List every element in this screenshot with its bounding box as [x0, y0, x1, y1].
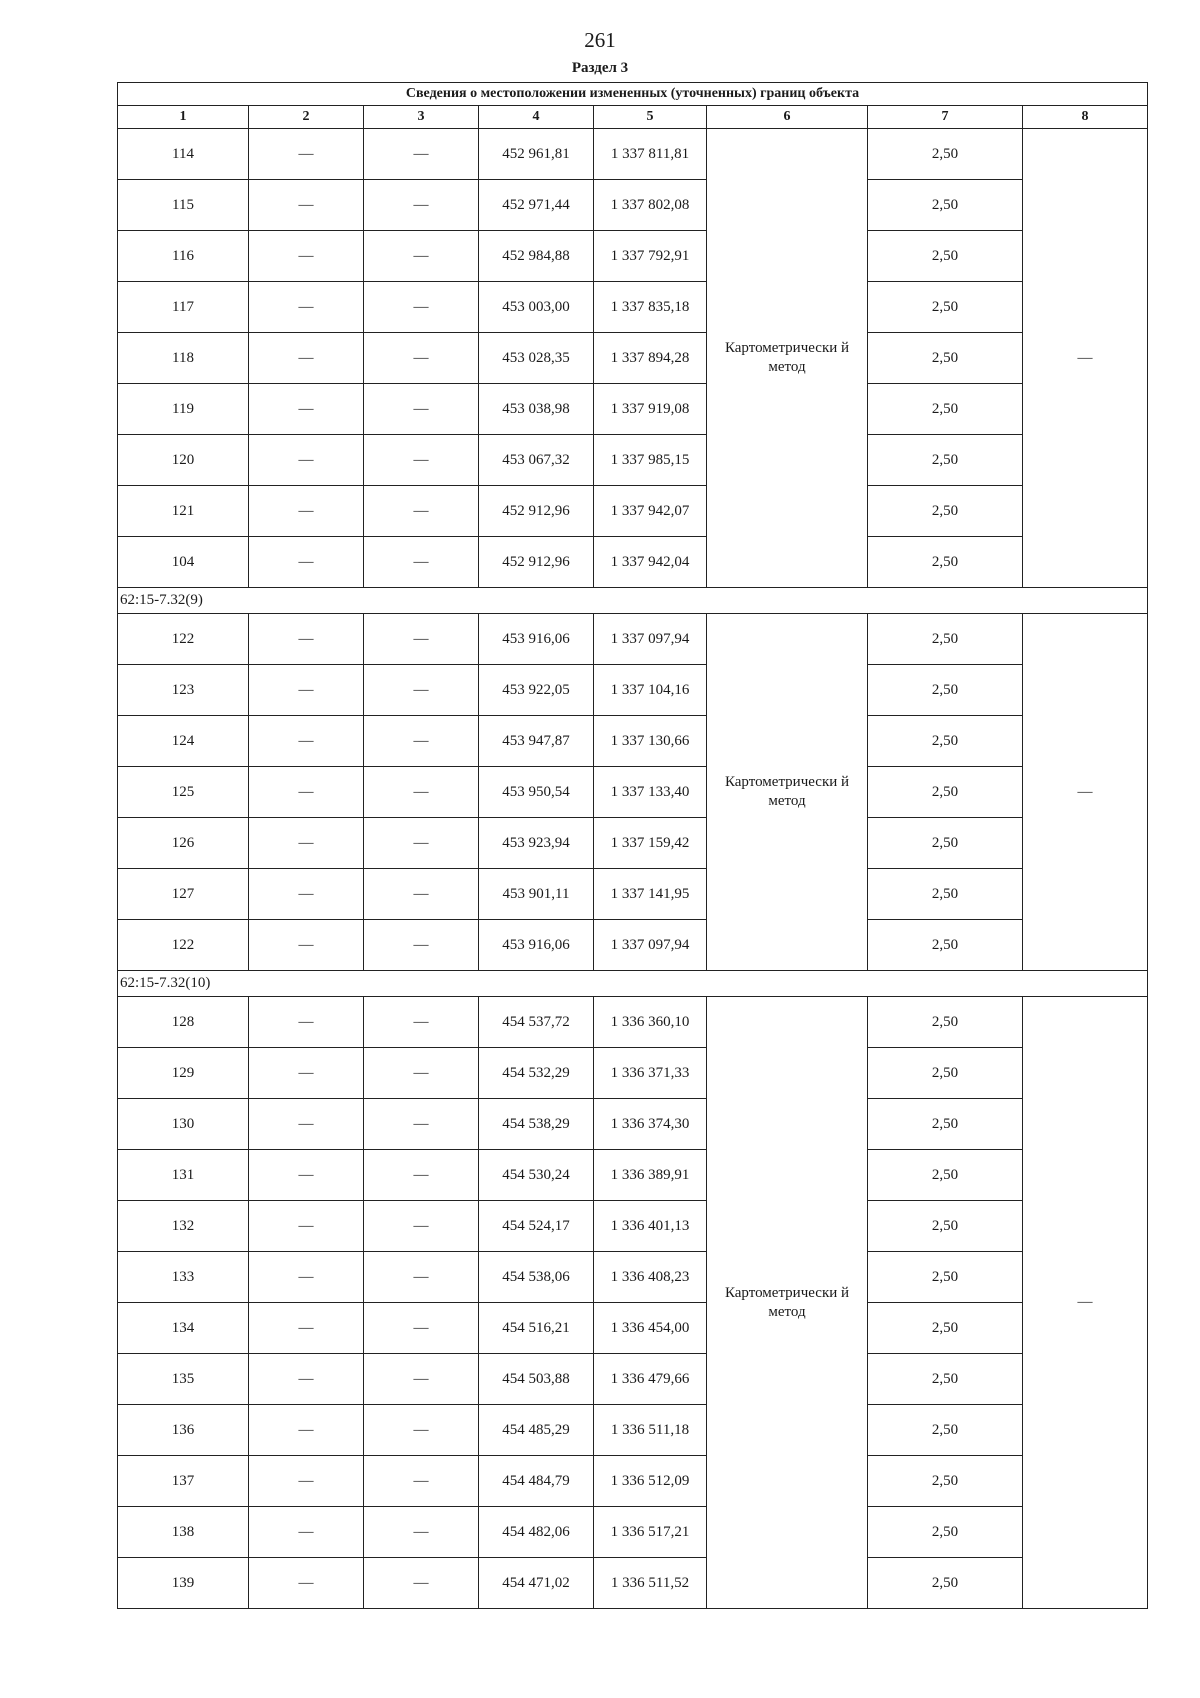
table-row — [118, 231, 1148, 282]
col2-cell: — — [249, 1303, 364, 1354]
col3-cell: — — [364, 997, 479, 1048]
col3-cell: — — [364, 180, 479, 231]
column-header: 6 — [707, 106, 868, 129]
y-coordinate-cell: 1 337 097,94 — [594, 920, 707, 971]
col3-cell: — — [364, 129, 479, 180]
x-coordinate-cell: 453 950,54 — [479, 767, 594, 818]
x-coordinate-cell: 454 471,02 — [479, 1558, 594, 1609]
col3-cell: — — [364, 435, 479, 486]
method-cell: Картометрически й метод — [707, 614, 868, 971]
y-coordinate-cell: 1 336 511,18 — [594, 1405, 707, 1456]
col2-cell: — — [249, 767, 364, 818]
x-coordinate-cell: 453 916,06 — [479, 920, 594, 971]
accuracy-cell: 2,50 — [868, 1150, 1023, 1201]
accuracy-cell: 2,50 — [868, 1099, 1023, 1150]
x-coordinate-cell: 453 916,06 — [479, 614, 594, 665]
x-coordinate-cell: 453 067,32 — [479, 435, 594, 486]
accuracy-cell: 2,50 — [868, 129, 1023, 180]
point-number-cell: 125 — [118, 767, 249, 818]
table-row — [118, 1201, 1148, 1252]
col3-cell: — — [364, 614, 479, 665]
y-coordinate-cell: 1 337 919,08 — [594, 384, 707, 435]
x-coordinate-cell: 454 532,29 — [479, 1048, 594, 1099]
point-number-cell: 135 — [118, 1354, 249, 1405]
col3-cell: — — [364, 333, 479, 384]
accuracy-cell: 2,50 — [868, 486, 1023, 537]
col3-cell: — — [364, 231, 479, 282]
y-coordinate-cell: 1 336 479,66 — [594, 1354, 707, 1405]
col2-cell: — — [249, 537, 364, 588]
accuracy-cell: 2,50 — [868, 920, 1023, 971]
x-coordinate-cell: 454 524,17 — [479, 1201, 594, 1252]
col2-cell: — — [249, 1099, 364, 1150]
col2-cell: — — [249, 869, 364, 920]
y-coordinate-cell: 1 337 985,15 — [594, 435, 707, 486]
col3-cell: — — [364, 1405, 479, 1456]
y-coordinate-cell: 1 337 130,66 — [594, 716, 707, 767]
y-coordinate-cell: 1 336 454,00 — [594, 1303, 707, 1354]
x-coordinate-cell: 454 503,88 — [479, 1354, 594, 1405]
table-row — [118, 282, 1148, 333]
y-coordinate-cell: 1 337 141,95 — [594, 869, 707, 920]
x-coordinate-cell: 452 961,81 — [479, 129, 594, 180]
col3-cell: — — [364, 1048, 479, 1099]
table-row — [118, 665, 1148, 716]
table-title: Сведения о местоположении измененных (уточненных) границ объекта — [118, 83, 1148, 106]
col3-cell: — — [364, 716, 479, 767]
col2-cell: — — [249, 1456, 364, 1507]
accuracy-cell: 2,50 — [868, 614, 1023, 665]
table-row — [118, 818, 1148, 869]
col2-cell: — — [249, 1507, 364, 1558]
point-number-cell: 129 — [118, 1048, 249, 1099]
col2-cell: — — [249, 716, 364, 767]
x-coordinate-cell: 453 901,11 — [479, 869, 594, 920]
col3-cell: — — [364, 1354, 479, 1405]
col3-cell: — — [364, 1150, 479, 1201]
col2-cell: — — [249, 1150, 364, 1201]
column-number-row — [118, 106, 1148, 129]
y-coordinate-cell: 1 337 792,91 — [594, 231, 707, 282]
col2-cell: — — [249, 384, 364, 435]
col8-cell: — — [1023, 129, 1148, 588]
y-coordinate-cell: 1 336 371,33 — [594, 1048, 707, 1099]
accuracy-cell: 2,50 — [868, 1048, 1023, 1099]
y-coordinate-cell: 1 336 511,52 — [594, 1558, 707, 1609]
table-row — [118, 1507, 1148, 1558]
col2-cell: — — [249, 614, 364, 665]
accuracy-cell: 2,50 — [868, 435, 1023, 486]
accuracy-cell: 2,50 — [868, 537, 1023, 588]
point-number-cell: 126 — [118, 818, 249, 869]
col2-cell: — — [249, 1558, 364, 1609]
point-number-cell: 120 — [118, 435, 249, 486]
column-header: 5 — [594, 106, 707, 129]
x-coordinate-cell: 453 922,05 — [479, 665, 594, 716]
table-row — [118, 180, 1148, 231]
x-coordinate-cell: 453 028,35 — [479, 333, 594, 384]
col3-cell: — — [364, 1507, 479, 1558]
x-coordinate-cell: 454 538,29 — [479, 1099, 594, 1150]
table-row — [118, 333, 1148, 384]
x-coordinate-cell: 452 984,88 — [479, 231, 594, 282]
table-row — [118, 384, 1148, 435]
table-row — [118, 537, 1148, 588]
accuracy-cell: 2,50 — [868, 384, 1023, 435]
table-row — [118, 997, 1148, 1048]
col3-cell: — — [364, 1201, 479, 1252]
method-cell: Картометрически й метод — [707, 997, 868, 1609]
accuracy-cell: 2,50 — [868, 1507, 1023, 1558]
col3-cell: — — [364, 1456, 479, 1507]
section-title: Раздел 3 — [571, 60, 629, 76]
col2-cell: — — [249, 1201, 364, 1252]
col3-cell: — — [364, 1303, 479, 1354]
method-cell: Картометрически й метод — [707, 129, 868, 588]
table-row — [118, 614, 1148, 665]
table-row — [118, 1456, 1148, 1507]
accuracy-cell: 2,50 — [868, 1252, 1023, 1303]
x-coordinate-cell: 452 912,96 — [479, 537, 594, 588]
column-header: 1 — [118, 106, 249, 129]
accuracy-cell: 2,50 — [868, 282, 1023, 333]
point-number-cell: 122 — [118, 614, 249, 665]
col8-cell: — — [1023, 997, 1148, 1609]
accuracy-cell: 2,50 — [868, 665, 1023, 716]
table-row — [118, 435, 1148, 486]
table-row — [118, 1048, 1148, 1099]
y-coordinate-cell: 1 337 097,94 — [594, 614, 707, 665]
col3-cell: — — [364, 537, 479, 588]
y-coordinate-cell: 1 337 942,07 — [594, 486, 707, 537]
x-coordinate-cell: 454 482,06 — [479, 1507, 594, 1558]
x-coordinate-cell: 454 485,29 — [479, 1405, 594, 1456]
table-row — [118, 767, 1148, 818]
y-coordinate-cell: 1 337 133,40 — [594, 767, 707, 818]
col8-cell: — — [1023, 614, 1148, 971]
x-coordinate-cell: 454 484,79 — [479, 1456, 594, 1507]
column-header: 4 — [479, 106, 594, 129]
point-number-cell: 134 — [118, 1303, 249, 1354]
x-coordinate-cell: 452 912,96 — [479, 486, 594, 537]
col3-cell: — — [364, 920, 479, 971]
table-row — [118, 1252, 1148, 1303]
y-coordinate-cell: 1 337 802,08 — [594, 180, 707, 231]
col3-cell: — — [364, 869, 479, 920]
col2-cell: — — [249, 333, 364, 384]
point-number-cell: 136 — [118, 1405, 249, 1456]
accuracy-cell: 2,50 — [868, 231, 1023, 282]
col2-cell: — — [249, 1405, 364, 1456]
point-number-cell: 122 — [118, 920, 249, 971]
table-row — [118, 869, 1148, 920]
x-coordinate-cell: 454 530,24 — [479, 1150, 594, 1201]
col2-cell: — — [249, 435, 364, 486]
y-coordinate-cell: 1 336 374,30 — [594, 1099, 707, 1150]
col2-cell: — — [249, 818, 364, 869]
accuracy-cell: 2,50 — [868, 716, 1023, 767]
col3-cell: — — [364, 767, 479, 818]
accuracy-cell: 2,50 — [868, 818, 1023, 869]
y-coordinate-cell: 1 337 811,81 — [594, 129, 707, 180]
table-row — [118, 1558, 1148, 1609]
point-number-cell: 127 — [118, 869, 249, 920]
col3-cell: — — [364, 665, 479, 716]
column-header: 2 — [249, 106, 364, 129]
col2-cell: — — [249, 129, 364, 180]
point-number-cell: 116 — [118, 231, 249, 282]
y-coordinate-cell: 1 337 835,18 — [594, 282, 707, 333]
column-header: 8 — [1023, 106, 1148, 129]
point-number-cell: 118 — [118, 333, 249, 384]
table-row — [118, 486, 1148, 537]
table-row — [118, 1405, 1148, 1456]
x-coordinate-cell: 454 516,21 — [479, 1303, 594, 1354]
col2-cell: — — [249, 231, 364, 282]
col3-cell: — — [364, 1099, 479, 1150]
point-number-cell: 115 — [118, 180, 249, 231]
x-coordinate-cell: 453 947,87 — [479, 716, 594, 767]
y-coordinate-cell: 1 337 894,28 — [594, 333, 707, 384]
point-number-cell: 104 — [118, 537, 249, 588]
x-coordinate-cell: 453 038,98 — [479, 384, 594, 435]
col3-cell: — — [364, 384, 479, 435]
y-coordinate-cell: 1 336 401,13 — [594, 1201, 707, 1252]
col3-cell: — — [364, 486, 479, 537]
accuracy-cell: 2,50 — [868, 333, 1023, 384]
accuracy-cell: 2,50 — [868, 1558, 1023, 1609]
table-row — [118, 1354, 1148, 1405]
col2-cell: — — [249, 665, 364, 716]
table-row — [118, 1303, 1148, 1354]
point-number-cell: 137 — [118, 1456, 249, 1507]
table-row — [118, 716, 1148, 767]
y-coordinate-cell: 1 336 517,21 — [594, 1507, 707, 1558]
col2-cell: — — [249, 486, 364, 537]
accuracy-cell: 2,50 — [868, 180, 1023, 231]
point-number-cell: 119 — [118, 384, 249, 435]
accuracy-cell: 2,50 — [868, 1303, 1023, 1354]
table-row — [118, 1150, 1148, 1201]
x-coordinate-cell: 453 003,00 — [479, 282, 594, 333]
point-number-cell: 132 — [118, 1201, 249, 1252]
point-number-cell: 128 — [118, 997, 249, 1048]
group-label: 62:15-7.32(9) — [118, 588, 1148, 614]
y-coordinate-cell: 1 336 360,10 — [594, 997, 707, 1048]
x-coordinate-cell: 452 971,44 — [479, 180, 594, 231]
boundary-coordinates-table — [117, 82, 1148, 1609]
group-header-row — [118, 971, 1148, 997]
accuracy-cell: 2,50 — [868, 767, 1023, 818]
table-row — [118, 920, 1148, 971]
accuracy-cell: 2,50 — [868, 869, 1023, 920]
col2-cell: — — [249, 180, 364, 231]
point-number-cell: 131 — [118, 1150, 249, 1201]
point-number-cell: 130 — [118, 1099, 249, 1150]
col3-cell: — — [364, 818, 479, 869]
col2-cell: — — [249, 997, 364, 1048]
table-row — [118, 129, 1148, 180]
point-number-cell: 121 — [118, 486, 249, 537]
point-number-cell: 114 — [118, 129, 249, 180]
point-number-cell: 138 — [118, 1507, 249, 1558]
point-number-cell: 123 — [118, 665, 249, 716]
col2-cell: — — [249, 1252, 364, 1303]
col3-cell: — — [364, 1558, 479, 1609]
col2-cell: — — [249, 1354, 364, 1405]
table-row — [118, 1099, 1148, 1150]
column-header: 3 — [364, 106, 479, 129]
accuracy-cell: 2,50 — [868, 1201, 1023, 1252]
point-number-cell: 133 — [118, 1252, 249, 1303]
y-coordinate-cell: 1 337 942,04 — [594, 537, 707, 588]
x-coordinate-cell: 454 537,72 — [479, 997, 594, 1048]
point-number-cell: 117 — [118, 282, 249, 333]
col3-cell: — — [364, 282, 479, 333]
y-coordinate-cell: 1 337 104,16 — [594, 665, 707, 716]
col2-cell: — — [249, 282, 364, 333]
y-coordinate-cell: 1 336 408,23 — [594, 1252, 707, 1303]
point-number-cell: 139 — [118, 1558, 249, 1609]
accuracy-cell: 2,50 — [868, 997, 1023, 1048]
x-coordinate-cell: 454 538,06 — [479, 1252, 594, 1303]
y-coordinate-cell: 1 337 159,42 — [594, 818, 707, 869]
group-header-row — [118, 588, 1148, 614]
accuracy-cell: 2,50 — [868, 1354, 1023, 1405]
accuracy-cell: 2,50 — [868, 1456, 1023, 1507]
x-coordinate-cell: 453 923,94 — [479, 818, 594, 869]
col3-cell: — — [364, 1252, 479, 1303]
col2-cell: — — [249, 1048, 364, 1099]
group-label: 62:15-7.32(10) — [118, 971, 1148, 997]
point-number-cell: 124 — [118, 716, 249, 767]
accuracy-cell: 2,50 — [868, 1405, 1023, 1456]
page-number: 261 — [584, 28, 616, 52]
col2-cell: — — [249, 920, 364, 971]
column-header: 7 — [868, 106, 1023, 129]
y-coordinate-cell: 1 336 512,09 — [594, 1456, 707, 1507]
y-coordinate-cell: 1 336 389,91 — [594, 1150, 707, 1201]
